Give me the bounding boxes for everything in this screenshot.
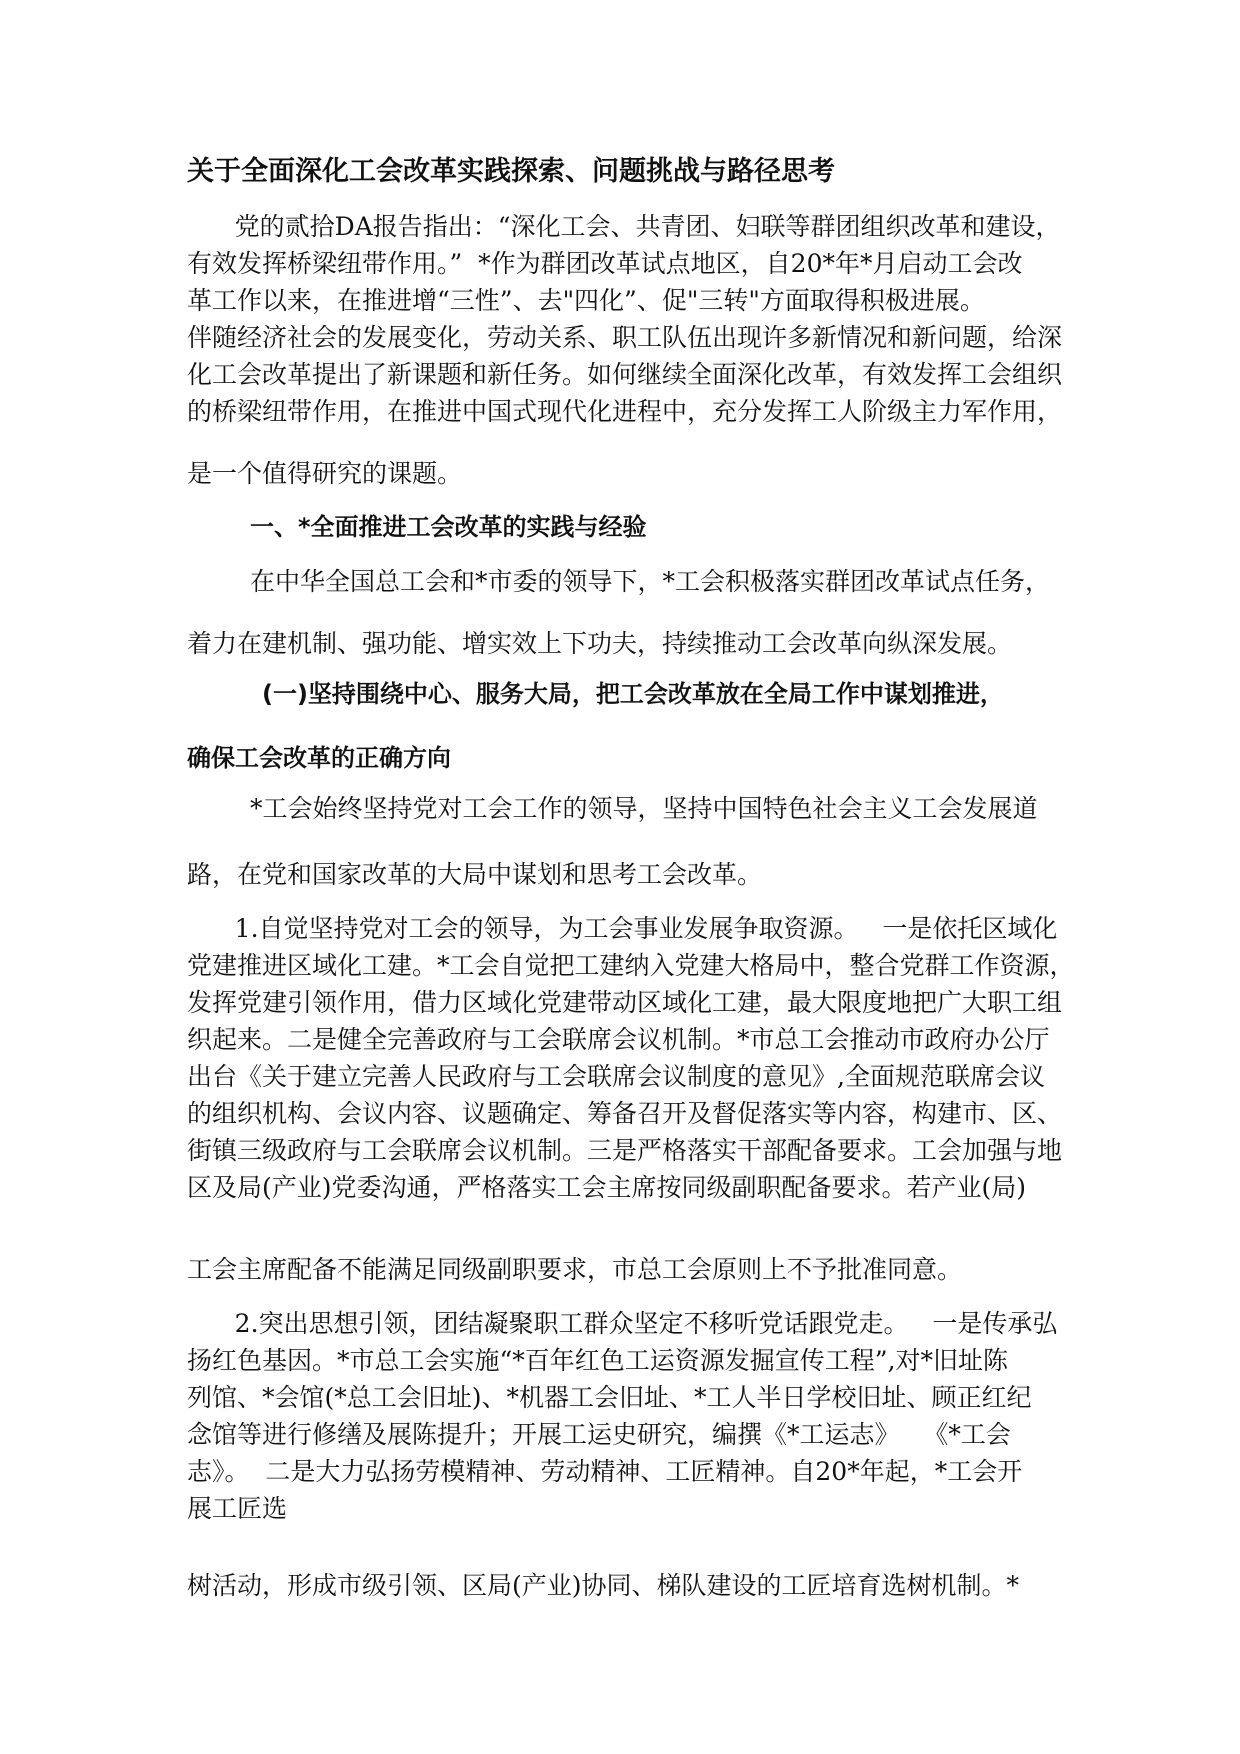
text-line: 着力在建机制、强功能、增实效上下功夫，持续推动工会改革向纵深发展。 [187, 629, 1013, 658]
text-line: 有效发挥桥梁纽带作用。” *作为群团改革试点地区，自20*年*月启动工会改 [187, 249, 1023, 278]
text-line: 出台《关于建立完善人民政府与工会联席会议制度的意见》,全面规范联席会议 [187, 1062, 1045, 1091]
intro-last-line [187, 455, 1049, 492]
text-line: 街镇三级政府与工会联席会议机制。三是严格落实干部配备要求。工会加强与地 [187, 1136, 1063, 1165]
sub1-paragraph-line1 [250, 790, 1050, 827]
text-line: 是一个值得研究的课题。 [187, 459, 463, 488]
subsection-heading-line2: 确保工会改革的正确方向 [187, 744, 451, 772]
text-line: 1.自觉坚持党对工会的领导，为工会事业发展争取资源。 一是依托区域化 [187, 914, 1058, 943]
text-line: 织起来。二是健全完善政府与工会联席会议机制。*市总工会推动市政府办公厅 [187, 1025, 1050, 1054]
section-heading-1: 一、*全面推进工会改革的实践与经验 [250, 513, 647, 541]
item2-last-line [187, 1567, 1049, 1604]
text-line: 列馆、*会馆(*总工会旧址)、*机器工会旧址、*工人半日学校旧址、顾正红纪 [187, 1383, 1032, 1412]
intro-paragraph [187, 208, 1063, 430]
document-title: 关于全面深化工会改革实践探索、问题挑战与路径思考 [187, 156, 835, 187]
text-line: 2.突出思想引领，团结凝聚职工群众坚定不移听党话跟党走。 一是传承弘 [187, 1309, 1058, 1338]
text-line: 树活动，形成市级引领、区局(产业)协同、梯队建设的工匠培育选树机制。* [187, 1571, 1020, 1600]
text-line: 革工作以来，在推进增“三性”、去"四化”、促"三转"方面取得积极进展。 [187, 286, 985, 315]
text-line: 党的贰拾DA报告指出：“深化工会、共青团、妇联等群团组织改革和建设， [187, 212, 1061, 241]
text-line: 区及局(产业)党委沟通，严格落实工会主席按同级副职配备要求。若产业(局) [187, 1173, 1027, 1202]
text-line: 化工会改革提出了新课题和新任务。如何继续全面深化改革，有效发挥工会组织 [187, 360, 1063, 389]
text-line: 发挥党建引领作用，借力区域化党建带动区域化工建，最大限度地把广大职工组 [187, 988, 1063, 1017]
text-line: 展工匠选 [187, 1494, 288, 1523]
text-line: 党建推进区域化工建。*工会自觉把工建纳入党建大格局中，整合党群工作资源， [187, 951, 1075, 980]
text-line: 路，在党和国家改革的大局中谋划和思考工会改革。 [187, 860, 763, 889]
subsection-heading-line1: (一)坚持围绕中心、服务大局，把工会改革放在全局工作中谋划推进， [262, 680, 1004, 708]
text-line: 伴随经济社会的发展变化，劳动关系、职工队伍出现许多新情况和新问题，给深 [187, 323, 1063, 352]
text-line: 扬红色基因。*市总工会实施“*百年红色工运资源发掘宣传工程”,对*旧址陈 [187, 1346, 1009, 1375]
item1-paragraph [187, 910, 1075, 1206]
text-line: 在中华全国总工会和*市委的领导下，*工会积极落实群团改革试点任务， [250, 567, 1051, 596]
text-line: 的桥梁纽带作用，在推进中国式现代化进程中，充分发挥工人阶级主力军作用， [187, 397, 1063, 426]
section1-paragraph-line1 [250, 563, 1050, 600]
sub1-paragraph-line2 [187, 856, 1049, 893]
text-line: 念馆等进行修缮及展陈提升；开展工运史研究，编撰《*工运志》 《*工会 [187, 1420, 1011, 1449]
text-line: 的组织机构、会议内容、议题确定、筹备召开及督促落实等内容，构建市、区、 [187, 1099, 1063, 1128]
section1-paragraph-line2 [187, 625, 1049, 662]
text-line: 志》。 二是大力弘扬劳模精神、劳动精神、工匠精神。自20*年起，*工会开 [187, 1457, 1023, 1486]
text-line: *工会始终坚持党对工会工作的领导，坚持中国特色社会主义工会发展道 [250, 794, 1038, 823]
item2-paragraph [187, 1305, 1058, 1527]
item1-last-line [187, 1251, 1049, 1288]
text-line: 工会主席配备不能满足同级副职要求，市总工会原则上不予批准同意。 [187, 1255, 963, 1284]
